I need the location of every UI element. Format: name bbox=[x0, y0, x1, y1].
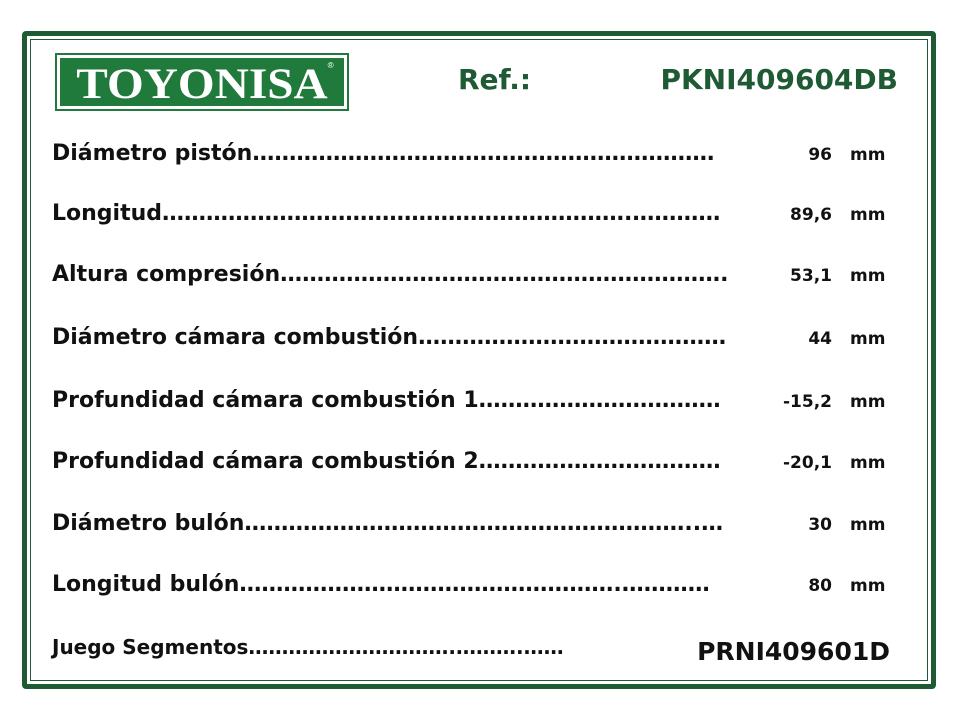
spec-label: Profundidad cámara combustión 2 bbox=[52, 449, 479, 474]
spec-unit: mm bbox=[850, 453, 886, 473]
spec-row-piston-diameter bbox=[52, 141, 902, 171]
dot-leader: …………………………………………….………… bbox=[239, 572, 710, 597]
spec-unit: mm bbox=[850, 576, 886, 596]
spec-row-length bbox=[52, 201, 902, 231]
spec-row-pin-diameter bbox=[52, 511, 902, 541]
spec-label: Longitud bulón bbox=[52, 572, 240, 597]
spec-unit: mm bbox=[850, 145, 886, 165]
dot-leader: ……………………………………………………… bbox=[252, 141, 715, 166]
spec-value: 53,1 bbox=[790, 266, 832, 286]
spec-label: Diámetro pistón bbox=[52, 141, 253, 166]
spec-row-chamber-depth-1 bbox=[52, 388, 902, 418]
spec-label-wrap bbox=[52, 449, 721, 474]
spec-label-wrap bbox=[52, 511, 723, 536]
spec-row-chamber-diameter bbox=[52, 325, 902, 355]
spec-unit: mm bbox=[850, 266, 886, 286]
ref-label: Ref.: bbox=[458, 63, 532, 96]
spec-label: Altura compresión bbox=[52, 262, 281, 287]
dot-leader: …………………………… bbox=[478, 388, 721, 413]
dot-leader: ……………………………………………………….………… bbox=[162, 201, 721, 226]
spec-value: 80 bbox=[808, 576, 832, 596]
spec-value: 30 bbox=[808, 515, 832, 535]
logo-text: TOYONISA bbox=[76, 59, 329, 108]
spec-label: Longitud bbox=[52, 201, 163, 226]
spec-label: Diámetro bulón bbox=[52, 511, 245, 536]
segments-value: PRNI409601D bbox=[697, 637, 890, 666]
logo-wordmark bbox=[57, 55, 347, 109]
spec-value: 89,6 bbox=[790, 205, 832, 225]
brand-logo bbox=[55, 53, 349, 111]
spec-row-pin-length bbox=[52, 572, 902, 602]
spec-label-wrap bbox=[52, 201, 720, 226]
dot-leader: …………………………………… bbox=[418, 325, 727, 350]
spec-row-compression-height bbox=[52, 262, 902, 292]
spec-unit: mm bbox=[850, 515, 886, 535]
spec-label: Diámetro cámara combustión bbox=[52, 325, 419, 350]
spec-value: -20,1 bbox=[783, 453, 832, 473]
segments-label: Juego Segmentos bbox=[52, 635, 249, 659]
spec-unit: mm bbox=[850, 205, 886, 225]
dot-leader: ………………………….……….…… bbox=[248, 635, 564, 659]
dot-leader: ……………………………………………………. bbox=[280, 262, 729, 287]
spec-value: 96 bbox=[808, 145, 832, 165]
spec-label: Profundidad cámara combustión 1 bbox=[52, 388, 479, 413]
spec-value: 44 bbox=[808, 329, 832, 349]
segments-row bbox=[52, 633, 902, 667]
dot-leader: …………………………… bbox=[478, 449, 721, 474]
spec-value: -15,2 bbox=[783, 392, 832, 412]
spec-label-wrap bbox=[52, 388, 721, 413]
spec-label-wrap bbox=[52, 141, 714, 166]
dot-leader: ……………………………………………………..… bbox=[244, 511, 724, 536]
segments-label-wrap bbox=[52, 635, 564, 659]
registered-mark: ® bbox=[327, 60, 334, 71]
ref-value: PKNI409604DB bbox=[660, 63, 898, 96]
spec-label-wrap bbox=[52, 262, 728, 287]
spec-label-wrap bbox=[52, 325, 726, 350]
spec-row-chamber-depth-2 bbox=[52, 449, 902, 479]
spec-unit: mm bbox=[850, 392, 886, 412]
spec-unit: mm bbox=[850, 329, 886, 349]
spec-label-wrap bbox=[52, 572, 710, 597]
